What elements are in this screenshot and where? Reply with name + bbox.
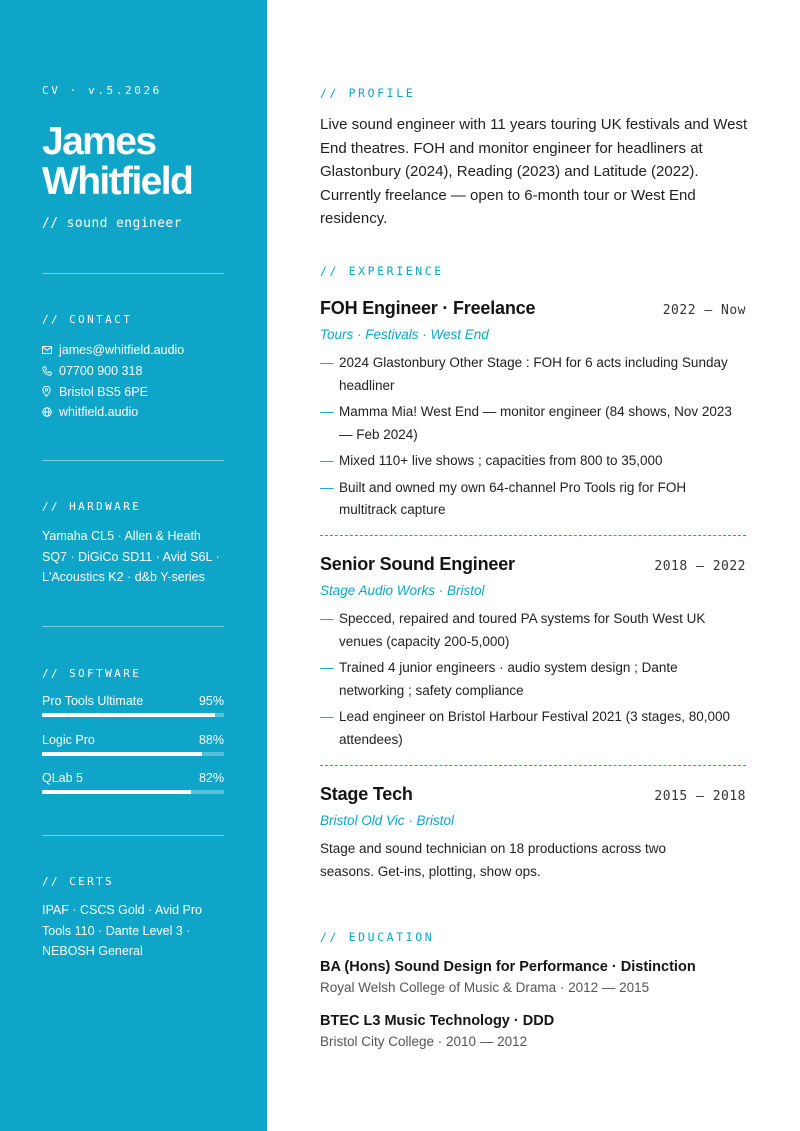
profile-heading: // PROFILE bbox=[320, 86, 416, 100]
education-institution: Royal Welsh College of Music & Drama · 2012 — 2015 bbox=[320, 980, 650, 995]
job-bullets bbox=[320, 608, 746, 751]
divider bbox=[42, 460, 224, 461]
bullet-item bbox=[320, 657, 746, 702]
job-dates: 2018 — 2022 bbox=[654, 559, 746, 574]
skill-bar bbox=[42, 713, 224, 717]
bullet-text: Built and owned my own 64-channel Pro Tools rig for FOH multitrack capture bbox=[339, 479, 687, 517]
contact-phone[interactable] bbox=[42, 361, 242, 382]
location-pin-icon bbox=[42, 386, 59, 397]
bullet-text: 2024 Glastonbury Other Stage : FOH for 6 acts including Sunday headliner bbox=[339, 355, 728, 393]
bullet-item bbox=[320, 608, 746, 653]
job-description: Stage and sound technician on 18 productions across two seasons. Get-ins, plotting, show ops. bbox=[320, 841, 666, 879]
profile-text: Live sound engineer with 11 years touring UK festivals and West End theatres. FOH and monitor engineer for headliners at Glastonbury (2024), Reading (2023) and Latitude (2022). Currently freelance — open to 6-month tour or West End residency. bbox=[320, 116, 748, 228]
dash-icon: — bbox=[320, 611, 334, 626]
skill-percent: 82% bbox=[198, 771, 224, 785]
hardware-line: L'Acoustics K2 · d&b Y-series bbox=[42, 570, 205, 585]
divider bbox=[42, 626, 224, 627]
certs-list bbox=[42, 900, 232, 962]
contact-location bbox=[42, 381, 242, 402]
contact-heading: // CONTACT bbox=[42, 313, 133, 326]
skill-bar-fill bbox=[42, 790, 191, 794]
skill-bar bbox=[42, 790, 224, 794]
bullet-text: Specced, repaired and toured PA systems for South West UK venues (capacity 200-5,000) bbox=[339, 611, 706, 649]
skill-bar-fill bbox=[42, 713, 215, 717]
job-entry bbox=[320, 298, 746, 526]
skill-bar-fill bbox=[42, 752, 202, 756]
contact-email[interactable] bbox=[42, 340, 242, 361]
skill-bar bbox=[42, 752, 224, 756]
bullet-text: Mixed 110+ live shows ; capacities from 800 to 35,000 bbox=[339, 453, 663, 468]
job-separator bbox=[320, 765, 746, 766]
certs-line: NEBOSH General bbox=[42, 944, 143, 959]
software-heading: // SOFTWARE bbox=[42, 667, 142, 680]
person-name bbox=[42, 122, 192, 202]
bullet-text: Trained 4 junior engineers · audio system design ; Dante networking ; safety compliance bbox=[339, 660, 678, 698]
skill-qlab bbox=[42, 771, 224, 794]
skill-name: Logic Pro bbox=[42, 733, 95, 747]
hardware-list bbox=[42, 526, 232, 588]
job-dates: 2015 — 2018 bbox=[654, 789, 746, 804]
dash-icon: — bbox=[320, 404, 334, 419]
certs-heading: // CERTS bbox=[42, 875, 115, 888]
bullet-item bbox=[320, 401, 746, 446]
job-title: FOH Engineer · Freelance bbox=[320, 298, 536, 318]
sidebar bbox=[0, 0, 267, 1131]
name-last: Whitfield bbox=[42, 160, 193, 203]
dash-icon: — bbox=[320, 660, 334, 675]
skill-pro-tools bbox=[42, 694, 224, 717]
job-role: // sound engineer bbox=[42, 216, 182, 231]
skill-name: QLab 5 bbox=[42, 771, 84, 785]
job-entry bbox=[320, 554, 746, 755]
bullet-item bbox=[320, 450, 746, 473]
bullet-item bbox=[320, 706, 746, 751]
name-first: James bbox=[42, 120, 156, 163]
cv-version: CV · v.5.2026 bbox=[42, 84, 162, 97]
contact-email-text: james@whitfield.audio bbox=[59, 343, 185, 358]
bullet-text: Mamma Mia! West End — monitor engineer (84 shows, Nov 2023 — Feb 2024) bbox=[339, 404, 732, 442]
experience-heading: // EXPERIENCE bbox=[320, 264, 444, 278]
education-entry bbox=[320, 1013, 760, 1049]
education-title: BTEC L3 Music Technology · DDD bbox=[320, 1013, 555, 1029]
contact-website[interactable] bbox=[42, 402, 242, 423]
job-organisation: Stage Audio Works · Bristol bbox=[320, 583, 485, 598]
education-institution: Bristol City College · 2010 — 2012 bbox=[320, 1034, 528, 1049]
divider bbox=[42, 835, 224, 836]
globe-icon bbox=[42, 407, 59, 417]
bullet-item bbox=[320, 352, 746, 397]
bullet-item bbox=[320, 477, 746, 522]
job-title: Senior Sound Engineer bbox=[320, 554, 515, 574]
hardware-heading: // HARDWARE bbox=[42, 500, 142, 513]
skill-percent: 95% bbox=[198, 694, 224, 708]
job-organisation: Bristol Old Vic · Bristol bbox=[320, 813, 455, 828]
dash-icon: — bbox=[320, 453, 334, 468]
job-bullets bbox=[320, 352, 746, 522]
job-entry bbox=[320, 784, 746, 883]
certs-line: IPAF · CSCS Gold · Avid Pro bbox=[42, 903, 203, 917]
dash-icon: — bbox=[320, 479, 334, 495]
skill-logic-pro bbox=[42, 733, 224, 756]
phone-icon bbox=[42, 366, 59, 376]
job-dates: 2022 — Now bbox=[662, 303, 746, 318]
hardware-line: SQ7 · DiGiCo SD11 · Avid S6L · bbox=[42, 549, 220, 564]
job-separator bbox=[320, 535, 746, 536]
skill-percent: 88% bbox=[198, 733, 224, 747]
main-content bbox=[267, 0, 800, 1131]
certs-line: Tools 110 · Dante Level 3 · bbox=[42, 923, 191, 938]
contact-list bbox=[42, 340, 242, 423]
skill-name: Pro Tools Ultimate bbox=[42, 694, 144, 708]
bullet-text: Lead engineer on Bristol Harbour Festival 2021 (3 stages, 80,000 attendees) bbox=[339, 709, 730, 747]
divider bbox=[42, 273, 224, 274]
contact-location-text: Bristol BS5 6PE bbox=[59, 384, 148, 399]
education-title: BA (Hons) Sound Design for Performance · Distinction bbox=[320, 959, 696, 975]
dash-icon: — bbox=[320, 355, 334, 370]
mail-icon bbox=[42, 346, 59, 354]
job-organisation: Tours · Festivals · West End bbox=[320, 327, 489, 342]
contact-phone-text: 07700 900 318 bbox=[59, 364, 143, 379]
education-entry bbox=[320, 959, 760, 995]
education-heading: // EDUCATION bbox=[320, 930, 435, 944]
hardware-line: Yamaha CL5 · Allen & Heath bbox=[42, 529, 201, 543]
contact-website-text: whitfield.audio bbox=[59, 405, 139, 420]
dash-icon: — bbox=[320, 709, 334, 724]
job-title: Stage Tech bbox=[320, 784, 413, 804]
